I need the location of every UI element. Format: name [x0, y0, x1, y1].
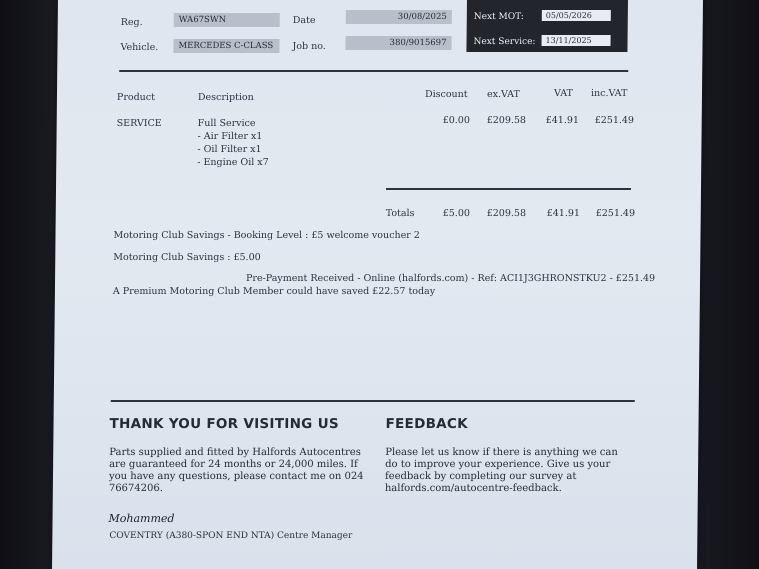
totals-ex-vat: £209.58 [486, 208, 527, 219]
next-mot-value: 05/05/2026 [542, 10, 611, 21]
row-description-line: - Engine Oil x7 [197, 157, 269, 168]
feedback-heading: FEEDBACK [385, 416, 469, 432]
row-description-line: - Air Filter x1 [197, 131, 263, 142]
col-description: Description [197, 92, 254, 103]
row-description-line: - Oil Filter x1 [197, 144, 262, 155]
totals-vat: £41.91 [546, 208, 581, 219]
row-description-line: Full Service [197, 118, 256, 129]
col-product: Product [116, 92, 156, 103]
footer-divider [111, 400, 635, 402]
col-vat: VAT [553, 88, 573, 99]
row-inc-vat: £251.49 [594, 115, 635, 126]
thank-you-heading: THANK YOU FOR VISITING US [109, 416, 339, 432]
col-inc-vat: inc.VAT [590, 88, 628, 99]
vehicle-label: Vehicle. [120, 42, 159, 53]
col-discount: Discount [424, 89, 468, 100]
manager-signature: Mohammed [108, 512, 175, 525]
row-vat: £41.91 [545, 115, 580, 126]
feedback-text: Please let us know if there is anything we can do to improve your experience. Give us your feedback by completing our survey at halfords.com/autocentre-feedback. [384, 447, 618, 494]
job-number-label: Job no. [292, 41, 326, 52]
row-ex-vat: £209.58 [486, 115, 527, 126]
date-label: Date [292, 15, 316, 26]
date-value: 30/08/2025 [346, 10, 452, 24]
receipt-paper [52, 0, 703, 569]
premium-savings-note: A Premium Motoring Club Member could have saved £22.57 today [112, 286, 436, 297]
reg-label: Reg. [120, 17, 143, 28]
totals-divider [386, 188, 631, 190]
totals-discount: £5.00 [442, 208, 471, 219]
next-mot-label: Next MOT: [473, 12, 524, 22]
club-booking-note: Motoring Club Savings - Booking Level : £5 welcome voucher 2 [113, 230, 420, 241]
next-service-label: Next Service: [473, 37, 536, 47]
totals-label: Totals [385, 208, 415, 219]
vehicle-value: MERCEDES C-CLASS [173, 39, 279, 53]
row-product: SERVICE [116, 118, 162, 129]
row-discount: £0.00 [442, 115, 470, 126]
prepayment-note: Pre-Payment Received - Online (halfords.com) - Ref: ACI1J3GHRONSTKU2 - £251.49 [246, 273, 656, 284]
club-savings-note: Motoring Club Savings : £5.00 [113, 252, 261, 263]
job-number-value: 380/9015697 [345, 36, 451, 50]
col-ex-vat: ex.VAT [486, 89, 520, 100]
totals-inc-vat: £251.49 [595, 208, 636, 219]
background-left [0, 0, 60, 569]
guarantee-text: Parts supplied and fitted by Halfords Autocentres are guaranteed for 24 months or 24,000 miles. If you have any questions, please contact me on 024 76674206. [108, 447, 364, 494]
centre-manager-line: COVENTRY (A380-SPON END NTA) Centre Manager [109, 531, 353, 541]
service-dates-block [466, 0, 628, 52]
header-divider [119, 70, 628, 72]
next-service-value: 13/11/2025 [541, 35, 610, 46]
reg-value: WA67SWN [174, 13, 280, 27]
